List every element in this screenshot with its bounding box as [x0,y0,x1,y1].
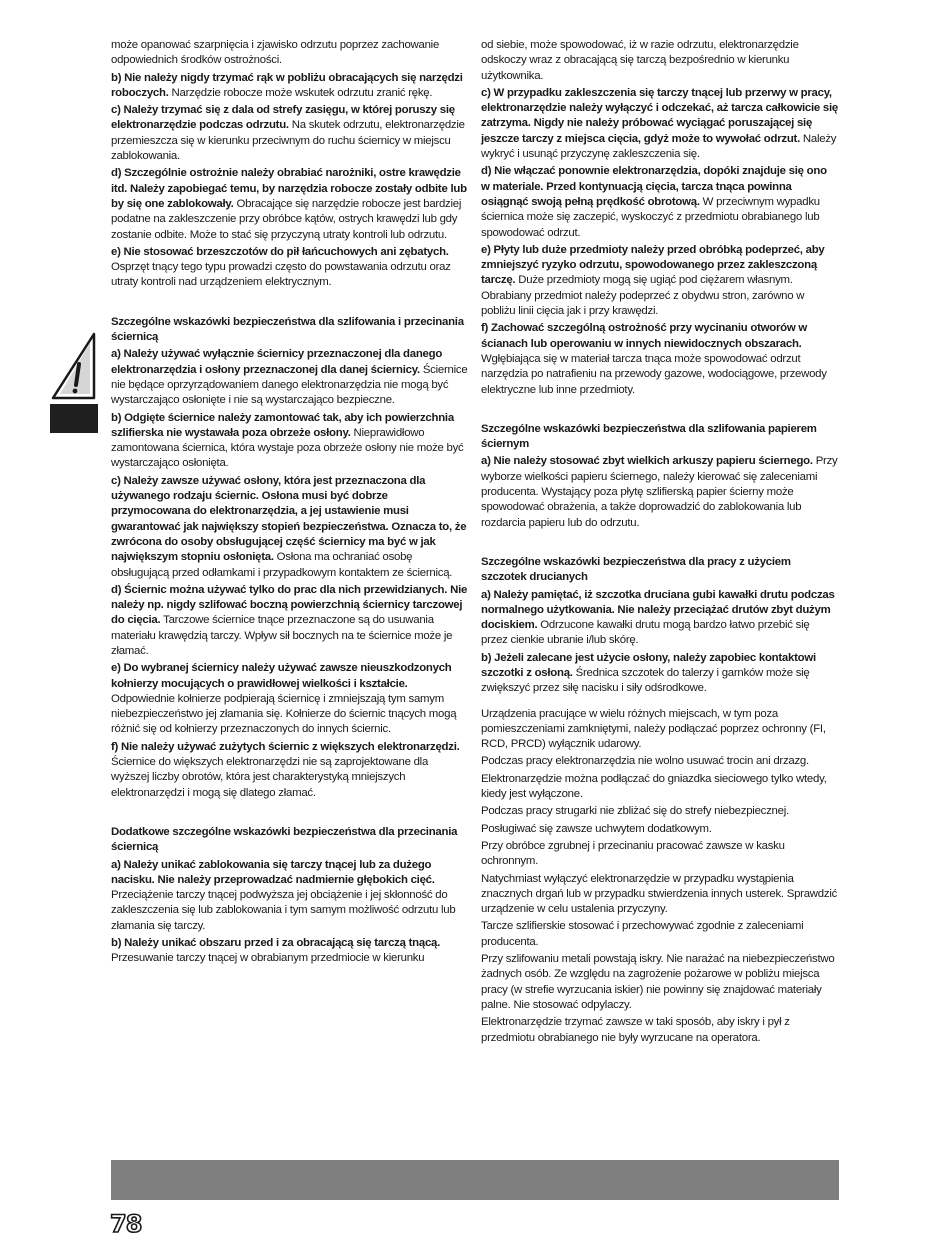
paragraph [481,804,838,819]
paragraph [481,872,838,918]
body-text: Duże przedmioty mogą się ugiąć pod ciężarem własnym. Obrabiany przedmiot należy podeprzeć z obydwu stron, zarówno w pobliżu linii cięcia jak i przy krawędzi. [481,274,805,318]
body-text: Osłona ma ochraniać osobę obsługującą przed odłamkami i przypadkowym kontaktem ze ściernicą. [111,551,453,579]
bold-text: e) Nie stosować brzeszczotów do pił łańcuchowych ani zębatych. [111,245,449,258]
body-text: Wgłębiająca się w materiał tarcza tnąca może spowodować odrzut narzędzia po natrafieniu na przewody gazowe, wodociągowe, przewody elektryczne lub inne przedmioty. [481,352,827,396]
paragraph [481,754,838,769]
bold-text: d) Ściernic można używać tylko do prac dla nich przewidzianych. Nie należy np. nigdy szlifować boczną powierzchnią ściernicy tarczowej do cięcia. [111,583,468,627]
body-text: Odpowiednie kołnierze podpierają ściernicę i zmniejszają tym samym niebezpieczeństwo jej złamania się. Kołnierze do ściernic tnących mogą różnić się od kołnierzy przeznaczonych do innych ściernic. [111,692,457,736]
paragraph [481,38,838,84]
paragraph [481,243,838,319]
section-gap [481,400,838,408]
paragraph [111,347,468,408]
body-text: Przy wyborze wielkości papieru ściernego, należy kierować się zaleceniami producenta. Wystający poza płytę szlifierską papier ścierny może spowodować obrażenia, a także doprowadzić do zablokowania lub rozdarcia papieru lub do odrzutu. [481,455,838,529]
body-text: Nieprawidłowo zamontowana ściernica, która wystaje poza obrzeże osłony nie może być wystarczająco osłonięta. [111,426,464,470]
body-text: Ściernice nie będące oprzyrządowaniem danego elektronarzędzia nie mogą być wystarczająco osłonięte i nie są wystarczająco bezpieczne. [111,363,468,407]
bold-text: d) Nie włączać ponownie elektronarzędzia, dopóki znajduje się ono w materiale. Przed kontynuacją cięcia, tarcza tnąca powinna osiągnąć swoją pełną prędkość obrotową. [481,165,827,208]
body-text: Tarczowe ściernice tnące przeznaczone są do usuwania materiału krawędzią tarczy. Wpływ sił bocznych na te ściernice może je złamać. [111,614,453,657]
bold-text: b) Nie należy nigdy trzymać rąk w pobliżu obracających się narzędzi roboczych. [111,71,463,99]
body-text: Podczas pracy elektronarzędzia nie wolno usuwać trocin ani drzazg. [481,755,809,768]
bold-text: f) Nie należy używać zużytych ściernic z większych elektronarzędzi. [111,740,460,753]
paragraph [111,474,468,581]
paragraph [481,707,838,753]
bold-text: e) Płyty lub duże przedmioty należy przed obróbką podeprzeć, aby zmniejszyć ryzyko odrzutu, spowodowanego przez zakleszczoną tarczę. [481,243,825,287]
paragraph [111,740,468,801]
paragraph [481,164,838,240]
paragraph [481,772,838,803]
bold-text: c) W przypadku zakleszczenia się tarczy tnącej lub przerwy w pracy, elektronarzędzie należy wyłączyć i odczekać, aż tarcza całkowicie się zatrzyma. Nigdy nie należy próbować wyciągać poruszającej się jeszcze tarczy z miejsca cięcia, gdyż może to wywołać odrzut. [481,86,838,145]
bold-text: b) Jeżeli zalecane jest użycie osłony, należy zapobiec kontaktowi szczotki z osłoną. [481,651,816,679]
body-text: Ściernice do większych elektronarzędzi nie są zaprojektowane dla wyższej liczby obrotów, która jest charakterystyką mniejszych elektronarzędzi i mogą się dlatego złamać. [111,756,429,799]
warning-triangle-icon [50,328,98,404]
paragraph [111,245,468,291]
paragraph [111,858,468,934]
body-text: Elektronarzędzie można podłączać do gniazdka sieciowego tylko wtedy, kiedy jest wyłączone. [481,772,827,801]
section-heading [481,555,838,586]
body-text: Odrzucone kawałki drutu mogą bardzo łatwo przebić się przez cienkie ubranie i/lub skórę. [481,619,810,647]
paragraph [481,919,838,950]
bold-text: Dodatkowe szczególne wskazówki bezpieczeństwa dla przecinania ściernicą [111,825,458,854]
paragraph [481,839,838,870]
paragraph [111,411,468,472]
bold-text: c) Należy trzymać się z dala od strefy zasięgu, w której poruszy się elektronarzędzie podczas odrzutu. [111,104,455,132]
bold-text: b) Należy unikać obszaru przed i za obracającą się tarczą tnącą. [111,937,441,950]
bold-text: e) Do wybranej ściernicy należy używać zawsze nieuszkodzonych kołnierzy mocujących o prawidłowej wielkości i kształcie. [111,662,452,690]
body-text: W przeciwnym wypadku ściernica może się zaczepić, wyskoczyć z przedmiotu obrabianego lub spowodować odrzut. [481,195,820,239]
section-heading [111,825,468,856]
section-heading [111,315,468,346]
body-text: Przy obróbce zgrubnej i przecinaniu pracować zawsze w kasku ochronnym. [481,839,785,868]
body-text: Średnica szczotek do talerzy i garnków może się zwiększyć przez siłę nacisku i siły odśrodkowe. [481,666,810,695]
paragraph [481,454,838,530]
bold-text: a) Należy pamiętać, iż szczotka druciana gubi kawałki drutu podczas normalnego użytkowania. Nie należy przeciążać drutów zbyt dużym dociskiem. [481,588,835,632]
body-text: Tarcze szlifierskie stosować i przechowywać zgodnie z zaleceniami producenta. [481,920,804,948]
section-gap [481,699,838,707]
paragraph [481,822,838,837]
paragraph [481,952,838,1013]
paragraph [481,588,838,649]
body-text: od siebie, może spowodować, iż w razie odrzutu, elektronarzędzie odskoczy wraz z obracającą się tarczą bezpośrednio w kierunku użytkownika. [481,39,799,82]
body-text: Urządzenia pracujące w wielu różnych miejscach, w tym poza pomieszczeniami zamkniętymi, należy podłączać poprzez ochronny (FI, RCD, PRCD) wyłącznik udarowy. [481,707,826,751]
bold-text: a) Należy używać wyłącznie ściernicy przeznaczonej dla danego elektronarzędzia i osłony przeznaczonej dla danej ściernicy. [111,348,443,376]
paragraph [111,936,468,967]
paragraph [111,38,468,69]
bold-text: d) Szczególnie ostrożnie należy obrabiać narożniki, ostre krawędzie itd. Należy zapobiegać temu, by narzędzia robocze zostały odbite lub by się one zablokowały. [111,167,467,210]
body-text: może opanować szarpnięcia i zjawisko odrzutu poprzez zachowanie odpowiednich środków ostrożności. [111,39,440,67]
bold-text: c) Należy zawsze używać osłony, która jest przeznaczona dla używanego rodzaju ściernic. Osłona musi być dobrze przymocowana do elektronarzędzia, a jej ustawienie musi gwarantować jak największy stopień bezpieczeństwa. Oznacza to, że zwrócona do osoby obsługującej część ściernicy ma być w jak największym stopniu osłonięta. [111,474,467,564]
body-text: Podczas pracy strugarki nie zbliżać się do strefy niebezpiecznej. [481,805,789,818]
body-text: Osprzęt tnący tego typu prowadzi często do powstawania odrzutu oraz utraty kontroli nad urządzeniem elektrycznym. [111,261,451,289]
section-gap [111,293,468,301]
bold-text: a) Nie należy stosować zbyt wielkich arkuszy papieru ściernego. [481,455,813,468]
bold-text: Szczególne wskazówki bezpieczeństwa dla szlifowania i przecinania ściernicą [111,315,464,344]
bold-text: Szczególne wskazówki bezpieczeństwa dla pracy z użyciem szczotek drucianych [481,555,791,584]
bold-text: b) Odgięte ściernice należy zamontować tak, aby ich powierzchnia szlifierska nie wystawała poza obrzeże osłony. [111,411,454,439]
paragraph [111,166,468,242]
paragraph [481,321,838,397]
body-text: Narzędzie robocze może wskutek odrzutu zranić rękę. [168,86,433,99]
section-gap [481,533,838,541]
paragraph [111,71,468,102]
bold-text: Szczególne wskazówki bezpieczeństwa dla szlifowania papierem ściernym [481,422,817,451]
body-text: Obracające się narzędzie robocze jest bardziej podatne na zakleszczenie przy obróbce kątów, ostrych krawędzi lub gdy zostanie odbite. Może to stać się przyczyną utraty kontroli lub odrzutu. [111,197,462,241]
body-text: Na skutek odrzutu, elektronarzędzie przemieszcza się w kierunku przeciwnym do ruchu ściernicy w miejscu zablokowania. [111,119,465,163]
paragraph [111,661,468,737]
footer-bar [111,1160,839,1200]
paragraph [481,1015,838,1046]
page-number: 78 [110,1210,142,1238]
paragraph [481,86,838,162]
paragraph [481,651,838,697]
right-column [481,38,838,1048]
body-text: Natychmiast wyłączyć elektronarzędzie w przypadku wystąpienia znacznych drgań lub w przypadku stwierdzenia innych usterek. Sprawdzić urządzenie w celu ustalenia przyczyny. [481,872,838,916]
body-text: Przeciążenie tarczy tnącej podwyższa jej obciążenie i jej skłonność do zakleszczenia się lub zablokowania i tym samym możliwość odrzutu lub złamania się tarczy. [111,889,456,932]
body-text: Przy szlifowaniu metali powstają iskry. Nie narażać na niebezpieczeństwo żadnych osób. Ze względu na zagrożenie pożarowe w pobliżu miejsca pracy (w strefie wyrzucania iskier) nie powinny się znajdować materiały palne. Nie stosować odpylaczy. [481,953,835,1011]
bold-text: a) Należy unikać zablokowania się tarczy tnącej lub za dużego nacisku. Nie należy przeprowadzać nadmiernie głębokich cięć. [111,858,435,886]
section-heading [481,422,838,453]
left-column [111,38,468,969]
body-text: Należy wykryć i usunąć przyczynę zakleszczenia się. [481,132,837,161]
paragraph [111,103,468,164]
side-tab [50,328,98,433]
body-text: Przesuwanie tarczy tnącej w obrabianym przedmiocie w kierunku [111,952,425,965]
section-gap [111,803,468,811]
body-text: Posługiwać się zawsze uchwytem dodatkowym. [481,822,712,835]
paragraph [111,583,468,659]
bold-text: f) Zachować szczególną ostrożność przy wycinaniu otworów w ścianach lub operowaniu w innych niewidocznych obszarach. [481,322,808,350]
body-text: Elektronarzędzie trzymać zawsze w taki sposób, aby iskry i pył z przedmiotu obrabianego nie były wyrzucane na operatora. [481,1016,790,1044]
